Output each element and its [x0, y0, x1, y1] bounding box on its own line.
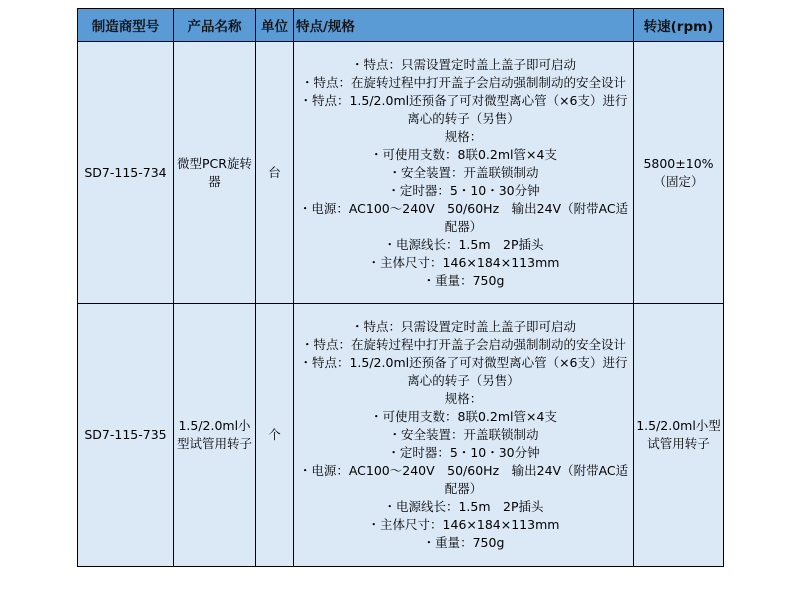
- cell-speed: 5800±10%（固定）: [634, 42, 724, 304]
- feature-line: ・安全装置：开盖联锁制动: [388, 164, 539, 180]
- feature-line: ・定时器：5・10・30分钟: [387, 445, 540, 460]
- table-row: [78, 304, 724, 567]
- feature-line: ・电源：AC100～240V 50/60Hz 输出24V（附带AC适配器）: [298, 200, 629, 234]
- cell-unit: 个: [256, 304, 294, 567]
- product-spec-table: [77, 8, 724, 567]
- cell-model: SD7-115-734: [78, 42, 174, 304]
- feature-line: ・特点：只需设置定时盖上盖子即可启动: [350, 319, 576, 334]
- feature-line: ・重量：750g: [422, 272, 505, 288]
- feature-line: ・电源线长：1.5m 2P插头: [383, 499, 544, 514]
- feature-line: ・可使用支数：8联0.2ml管×4支: [370, 409, 557, 424]
- header-model: 制造商型号: [78, 9, 174, 42]
- feature-line: ・主体尺寸：146×184×113mm: [367, 254, 560, 270]
- table-row: [78, 42, 724, 304]
- feature-line: ・安全装置：开盖联锁制动: [388, 427, 539, 442]
- cell-features: [294, 42, 634, 304]
- feature-line: ・电源线长：1.5m 2P插头: [383, 236, 544, 252]
- table-header-row: [78, 9, 724, 42]
- feature-line: ・特点：在旋转过程中打开盖子会启动强制制动的安全设计: [300, 337, 626, 352]
- header-name: 产品名称: [174, 9, 256, 42]
- cell-unit: 台: [256, 42, 294, 304]
- header-speed: 转速(rpm): [634, 9, 724, 42]
- feature-line: ・电源：AC100～240V 50/60Hz 输出24V（附带AC适配器）: [298, 463, 629, 496]
- header-features: 特点/规格: [294, 9, 634, 42]
- feature-line: ・可使用支数：8联0.2ml管×4支: [370, 146, 557, 162]
- feature-line: ・主体尺寸：146×184×113mm: [367, 517, 560, 532]
- feature-line: ・重量：750g: [422, 535, 505, 550]
- feature-line: ・特点：1.5/2.0ml还预备了可对微型离心管（×6支）进行离心的转子（另售）: [299, 355, 628, 388]
- cell-features: [294, 304, 634, 567]
- cell-model: SD7-115-735: [78, 304, 174, 567]
- feature-line: ・特点：1.5/2.0ml还预备了可对微型离心管（×6支）进行离心的转子（另售）: [299, 92, 628, 126]
- cell-name: 微型PCR旋转器: [174, 42, 256, 304]
- feature-line: 规格：: [444, 128, 483, 144]
- feature-line: 规格：: [444, 391, 483, 406]
- cell-speed: 1.5/2.0ml小型试管用转子: [634, 304, 724, 567]
- feature-line: ・定时器：5・10・30分钟: [387, 182, 540, 198]
- cell-name: 1.5/2.0ml小型试管用转子: [174, 304, 256, 567]
- header-unit: 单位: [256, 9, 294, 42]
- feature-line: ・特点：在旋转过程中打开盖子会启动强制制动的安全设计: [300, 74, 626, 90]
- feature-line: ・特点：只需设置定时盖上盖子即可启动: [350, 56, 576, 72]
